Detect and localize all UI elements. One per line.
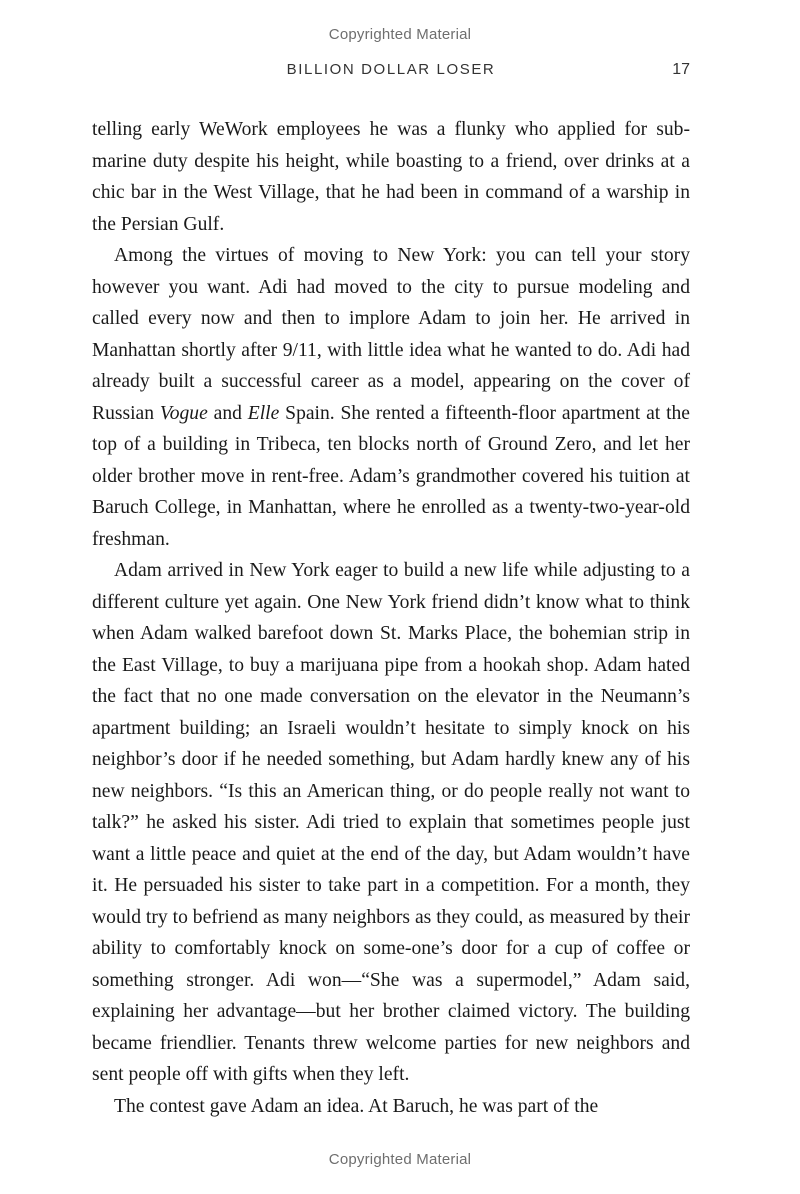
book-title: BILLION DOLLAR LOSER bbox=[286, 61, 496, 78]
text-run: telling early WeWork employees he was a flunky who applied for sub-marine duty despite his height, while boasting to a friend, over drinks at a chic bar in the West Village, that he had been in command of a warship in the Persian Gulf. bbox=[92, 119, 690, 235]
text-run: Among the virtues of moving to New York: you can tell your story however you want. Adi had moved to the city to pursue modeling and called every now and then to implore Adam to join her. He arrived in Manhattan shortly after 9/11, with little idea what he wanted to do. Adi had already built a successful career as a model, appearing on the cover of Russian bbox=[92, 245, 690, 424]
text-run: Adam arrived in New York eager to build a new life while adjusting to a different culture yet again. One New York friend didn’t know what to think when Adam walked barefoot down St. Marks Place, the bohemian strip in the East Village, to buy a marijuana pipe from a hookah shop. Adam hated the fact that no one made conversation on the elevator in the Neumann’s apartment building; an Israeli wouldn’t hesitate to simply knock on his neighbor’s door if he needed something, but Adam hardly knew any of his new neighbors. “Is this an American thing, or do people really not want to talk?” he asked his sister. Adi tried to explain that sometimes people just want a little peace and quiet at the end of the day, but Adam wouldn’t have it. He persuaded his sister to take part in a competition. For a month, they would try to befriend as many neighbors as they could, as measured by their ability to comfortably knock on some-one’s door for a cup of coffee or something stronger. Adi won—“She was a supermodel,” Adam said, explaining her advantage—but her brother claimed victory. The building became friendlier. Tenants threw welcome parties for new neighbors and sent people off with gifts when they left. bbox=[92, 560, 690, 1085]
paragraph bbox=[92, 1091, 690, 1123]
running-header bbox=[92, 61, 690, 85]
italic-text: Elle bbox=[247, 402, 280, 424]
paragraph bbox=[92, 240, 690, 555]
italic-text: Vogue bbox=[159, 402, 208, 424]
paragraph bbox=[92, 114, 690, 240]
paragraph bbox=[92, 555, 690, 1091]
text-run: and bbox=[207, 402, 248, 424]
text-run: The contest gave Adam an idea. At Baruch, he was part of the bbox=[114, 1095, 599, 1117]
text-run: Spain. She rented a fifteenth-floor apartment at the top of a building in Tribeca, ten blocks north of Ground Zero, and let her older brother move in rent-free. Adam’s grandmother covered his tuition at Baruch College, in Manhattan, where he enrolled as a twenty-two-year-old freshman. bbox=[92, 402, 691, 550]
copyright-watermark-top: Copyrighted Material bbox=[328, 26, 472, 43]
body-text bbox=[92, 114, 690, 1122]
copyright-watermark-bottom: Copyrighted Material bbox=[328, 1151, 472, 1168]
page-number: 17 bbox=[672, 61, 690, 78]
